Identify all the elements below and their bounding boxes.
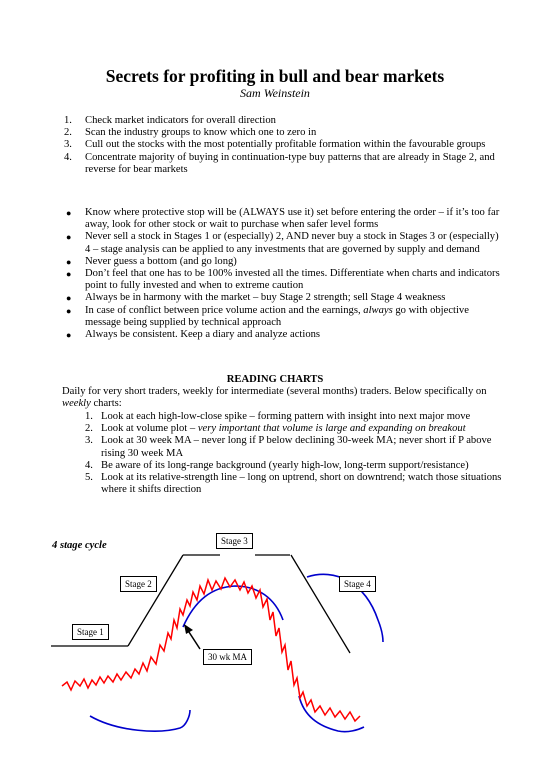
rules-list <box>62 207 502 341</box>
bullet-icon: ● <box>66 208 72 218</box>
section-heading: READING CHARTS <box>226 374 324 385</box>
bullet-icon: ● <box>66 293 72 304</box>
moving-average-bottom-left <box>90 710 190 731</box>
document-title: Secrets for profiting in bull and bear markets <box>105 66 445 86</box>
list-item: 1. Look at each high-low-close spike – forming pattern with insight into next major move <box>85 411 471 422</box>
moving-average-label: 30 wk MA <box>203 649 252 665</box>
stage3-label: Stage 3 <box>216 533 253 549</box>
list-item: 4. Be aware of its long-range background (yearly high-low, long-term support/resistance) <box>85 459 469 471</box>
diagram-caption: 4 stage cycle <box>52 540 107 551</box>
list-item: ● Never sell a stock in Stages 1 or (especially) 2, AND never buy a stock in Stages 3 or (especially) 4 – stage analysis can be applied to any investments that are governed by supply and demand <box>66 231 499 255</box>
list-item: 2. Look at volume plot – very important that volume is large and expanding on breakout <box>85 423 466 435</box>
list-item: ● Don’t feel that one has to be 100% invested all the times. Differentiate when charts and indicators point to fully invested and when to extreme caution <box>66 268 500 292</box>
bullet-icon: ● <box>66 305 72 316</box>
bullet-icon: ● <box>66 256 72 267</box>
moving-average-bottom-right <box>299 696 364 732</box>
stage-cycle-diagram <box>0 520 550 777</box>
list-item: ● Know where protective stop will be (ALWAYS use it) set before entering the order – if it’s too far away, look for other stock or wait to purchase when safer level forms <box>66 207 500 231</box>
section-intro: Daily for very short traders, weekly for intermediate (several months) traders. Below specifically on weekly charts: <box>62 386 487 410</box>
bullet-icon: ● <box>66 269 72 280</box>
list-item: 3. Cull out the stocks with the most potentially profitable formation within the favourable groups <box>64 139 486 151</box>
list-item: 3. Look at 30 week MA – never long if P below declining 30-week MA; never short if P above rising 30 week MA <box>85 435 492 459</box>
list-item: ● Never guess a bottom (and go long) <box>66 255 237 267</box>
steps-list <box>62 115 502 176</box>
list-item: 4. Concentrate majority of buying in continuation-type buy patterns that are already in Stage 2, and reverse for bear markets <box>64 151 495 175</box>
list-item: 1. Check market indicators for overall direction <box>64 115 276 126</box>
stage2-label: Stage 2 <box>120 576 157 592</box>
stage2-line <box>128 555 183 646</box>
stage4-label: Stage 4 <box>339 576 376 592</box>
stage4-line <box>291 555 350 653</box>
list-item: 5. Look at its relative-strength line – long on uptrend, short on downtrend; watch those situations where it shifts direction <box>85 472 502 496</box>
list-item: 2. Scan the industry groups to know which one to zero in <box>64 127 317 139</box>
stage1-label: Stage 1 <box>72 624 109 640</box>
list-item: ● Always be consistent. Keep a diary and analyze actions <box>66 329 321 341</box>
list-item: ● Always be in harmony with the market – buy Stage 2 strength; sell Stage 4 weakness <box>66 292 446 304</box>
cycle-drawing <box>0 520 550 777</box>
reading-charts-list <box>73 411 503 496</box>
arrow-head-icon <box>184 624 193 634</box>
list-item: ● In case of conflict between price volume action and the earnings, always go with objective message being supplied by technical approach <box>66 304 469 328</box>
bullet-icon: ● <box>66 330 72 341</box>
bullet-icon: ● <box>66 232 72 243</box>
document-author: Sam Weinstein <box>240 86 310 100</box>
